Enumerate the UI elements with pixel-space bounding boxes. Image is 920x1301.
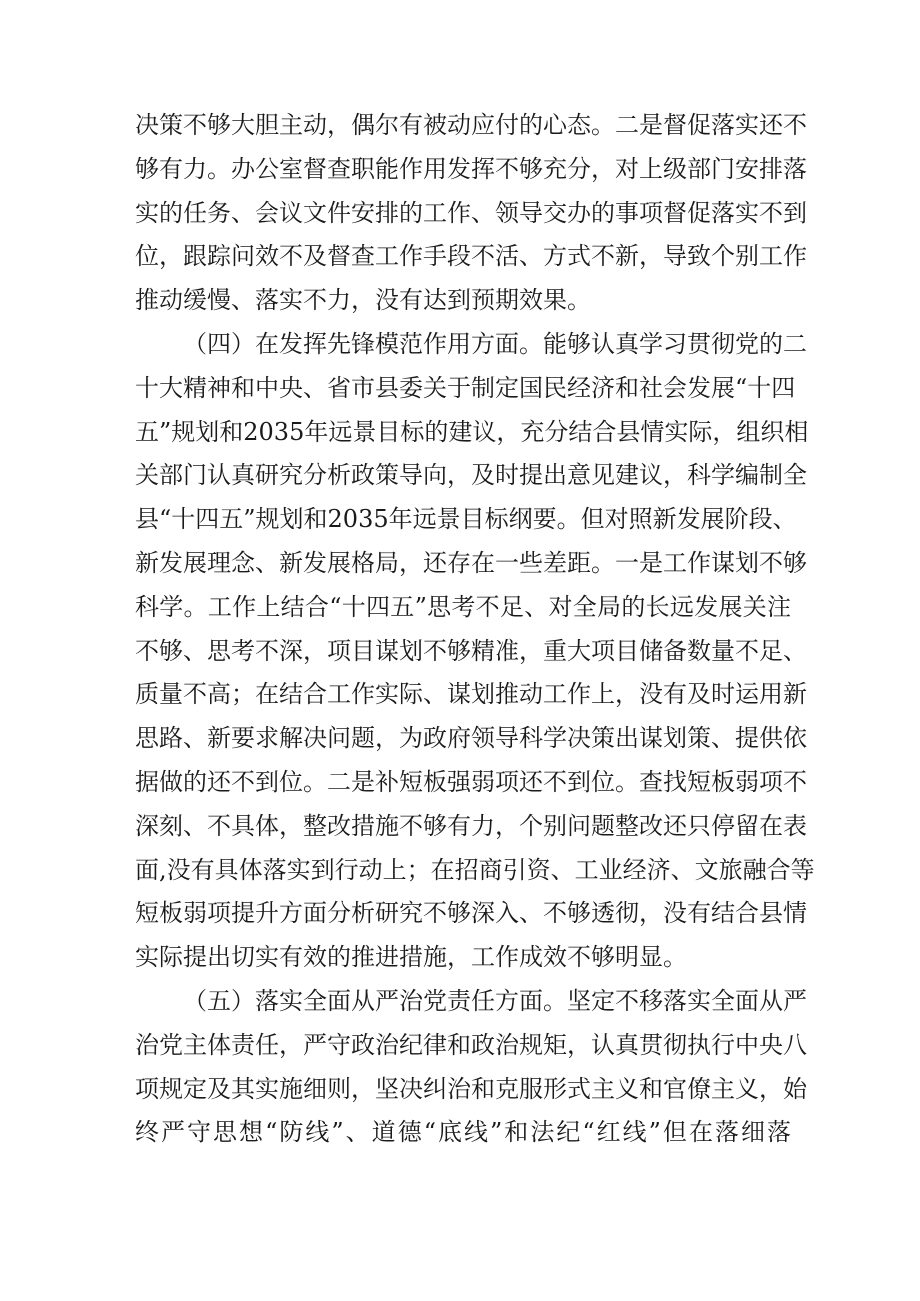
text-line: 关部门认真研究分析政策导向，及时提出意见建议，科学编制全 [135, 461, 807, 490]
document-body [135, 104, 815, 1155]
section-heading-line: （四）在发挥先锋模范作用方面。能够认真学习贯彻党的二 [183, 329, 807, 358]
text-line: 终严守思想“防线”、道德“底线”和法纪“红线”但在落细落 [135, 1118, 791, 1147]
text-line: 实际提出切实有效的推进措施，工作成效不够明显。 [135, 943, 687, 972]
text-line: 县“十四五”规划和2035年远景目标纲要。但对照新发展阶段、 [135, 505, 797, 534]
text-line: 据做的还不到位。二是补短板强弱项还不到位。查找短板弱项不 [135, 767, 807, 796]
text-line: 决策不够大胆主动，偶尔有被动应付的心态。二是督促落实还不 [135, 111, 807, 139]
text-line: 位，跟踪问效不及督查工作手段不活、方式不新，导致个别工作 [135, 242, 807, 271]
text-line: 够有力。办公室督查职能作用发挥不够充分，对上级部门安排落 [135, 154, 807, 183]
text-line: 新发展理念、新发展格局，还存在一些差距。一是工作谋划不够 [135, 548, 807, 577]
text-line: 五”规划和2035年远景目标的建议，充分结合县情实际，组织相 [135, 417, 809, 446]
text-line: 十大精神和中央、省市县委关于制定国民经济和社会发展“十四 [135, 373, 796, 402]
section-heading-line: （五）落实全面从严治党责任方面。坚定不移落实全面从严 [183, 986, 807, 1015]
text-line: 项规定及其实施细则，坚决纠治和克服形式主义和官僚主义，始 [135, 1074, 807, 1103]
text-line: 不够、思考不深，项目谋划不够精准，重大项目储备数量不足、 [135, 636, 807, 665]
text-line: 质量不高；在结合工作实际、谋划推动工作上，没有及时运用新 [135, 680, 807, 709]
text-line: 科学。工作上结合“十四五”思考不足、对全局的长远发展关注 [135, 592, 791, 621]
text-line: 治党主体责任，严守政治纪律和政治规矩，认真贯彻执行中央八 [135, 1030, 807, 1059]
text-line: 面,没有具体落实到行动上；在招商引资、工业经济、文旅融合等 [135, 855, 815, 884]
text-line: 深刻、不具体，整改措施不够有力，个别问题整改还只停留在表 [135, 811, 807, 840]
text-line: 推动缓慢、落实不力，没有达到预期效果。 [135, 286, 591, 315]
text-line: 实的任务、会议文件安排的工作、领导交办的事项督促落实不到 [135, 198, 807, 227]
text-line: 思路、新要求解决问题，为政府领导科学决策出谋划策、提供依 [135, 724, 807, 753]
text-line: 短板弱项提升方面分析研究不够深入、不够透彻，没有结合县情 [135, 899, 807, 928]
